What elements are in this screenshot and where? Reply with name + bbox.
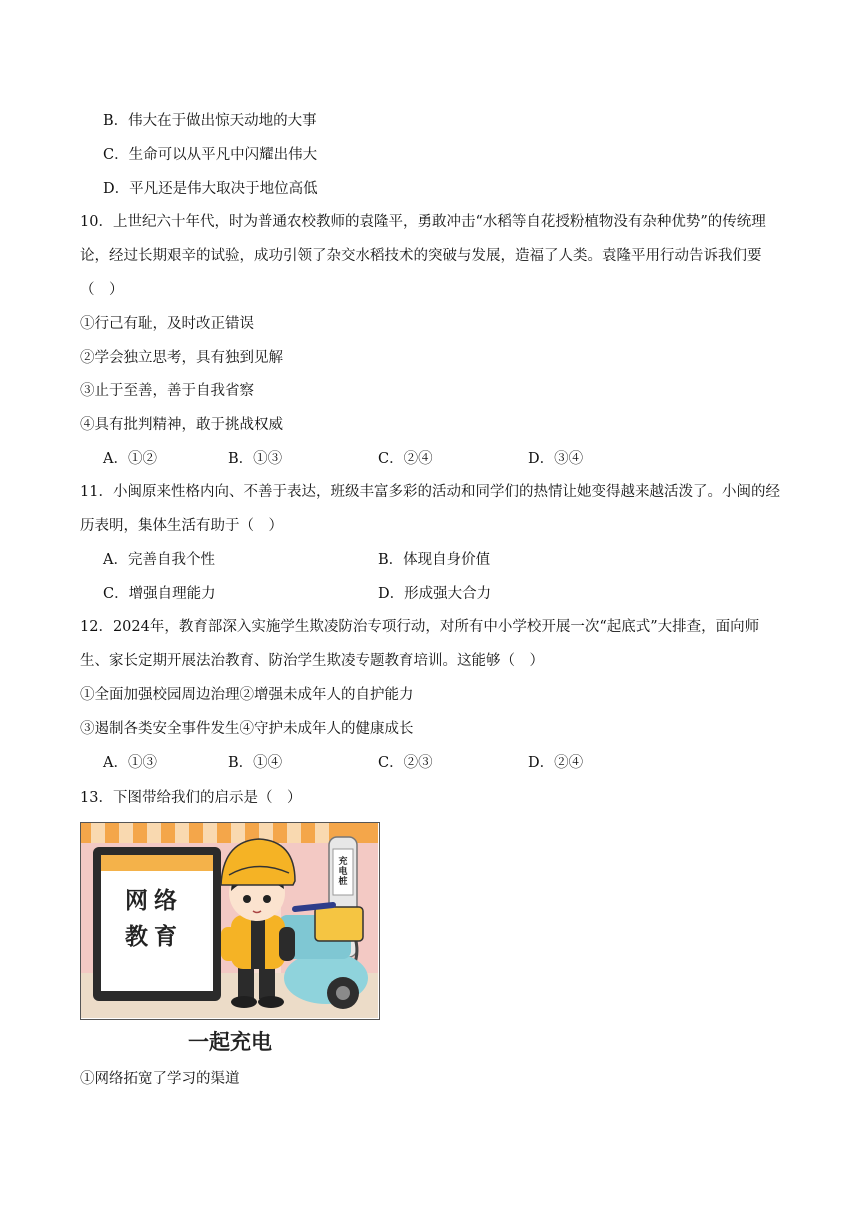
- q9-option-b: B．伟大在于做出惊天动地的大事: [103, 113, 317, 129]
- board-text: 网络教育: [125, 888, 183, 950]
- q12-choice-d: D．②④: [528, 755, 584, 771]
- q11-choice-a: A．完善自我个性: [103, 552, 215, 568]
- q10-choice-d: D．③④: [528, 451, 584, 467]
- q12-items-row2: ③遏制各类安全事件发生④守护未成年人的健康成长: [80, 721, 414, 737]
- q10-stem: 10．上世纪六十年代，时为普通农校教师的袁隆平，勇敢冲击“水稻等自花授粉植物没有杂种优势”的传统理论，经过长期艰辛的试验，成功引领了杂交水稻技术的突破与发展，造福了人类。袁隆平用行动告诉我们要（ ）: [80, 214, 766, 298]
- q11-choice-c: C．增强自理能力: [103, 586, 216, 602]
- q11-choice-b: B．体现自身价值: [378, 552, 491, 568]
- q12-items-row1: ①全面加强校园周边治理②增强未成年人的自护能力: [80, 687, 414, 703]
- q10-item-1: ①行己有耻，及时改正错误: [80, 316, 254, 332]
- q10-choices: [103, 449, 783, 469]
- charging-pile-label: 充电桩: [338, 857, 348, 887]
- q11-choice-d: D．形成强大合力: [378, 586, 492, 602]
- q11-choices-row2: [103, 584, 783, 604]
- q12-stem: 12．2024年，教育部深入实施学生欺凌防治专项行动，对所有中小学校开展一次“起底式”大排查，面向师生、家长定期开展法治教育、防治学生欺凌专题教育培训。这能够（ ）: [80, 619, 760, 669]
- q12-choices: [103, 753, 783, 773]
- q10-item-4: ④具有批判精神，敢于挑战权威: [80, 417, 283, 433]
- q11-choices-row1: [103, 550, 783, 570]
- q12-choice-a: A．①③: [103, 755, 157, 771]
- q13-item-1: ①网络拓宽了学习的渠道: [80, 1071, 240, 1087]
- q10-choice-c: C．②④: [378, 451, 433, 467]
- q10-choice-a: A．①②: [103, 451, 157, 467]
- q12-choice-c: C．②③: [378, 755, 433, 771]
- figure-caption: 一起充电: [188, 1030, 272, 1054]
- q13-stem: 13．下图带给我们的启示是（ ）: [80, 790, 302, 806]
- q10-item-2: ②学会独立思考，具有独到见解: [80, 350, 283, 366]
- q10-choice-b: B．①③: [228, 451, 283, 467]
- q12-choice-b: B．①④: [228, 755, 283, 771]
- q9-option-d: D．平凡还是伟大取决于地位高低: [103, 181, 318, 197]
- q10-item-3: ③止于至善，善于自我省察: [80, 383, 254, 399]
- q11-stem: 11．小闽原来性格内向、不善于表达，班级丰富多彩的活动和同学们的热情让她变得越来越活泼了。小闽的经历表明，集体生活有助于（ ）: [80, 484, 780, 534]
- q9-option-c: C．生命可以从平凡中闪耀出伟大: [103, 147, 318, 163]
- q13-cartoon-figure: [80, 822, 380, 1020]
